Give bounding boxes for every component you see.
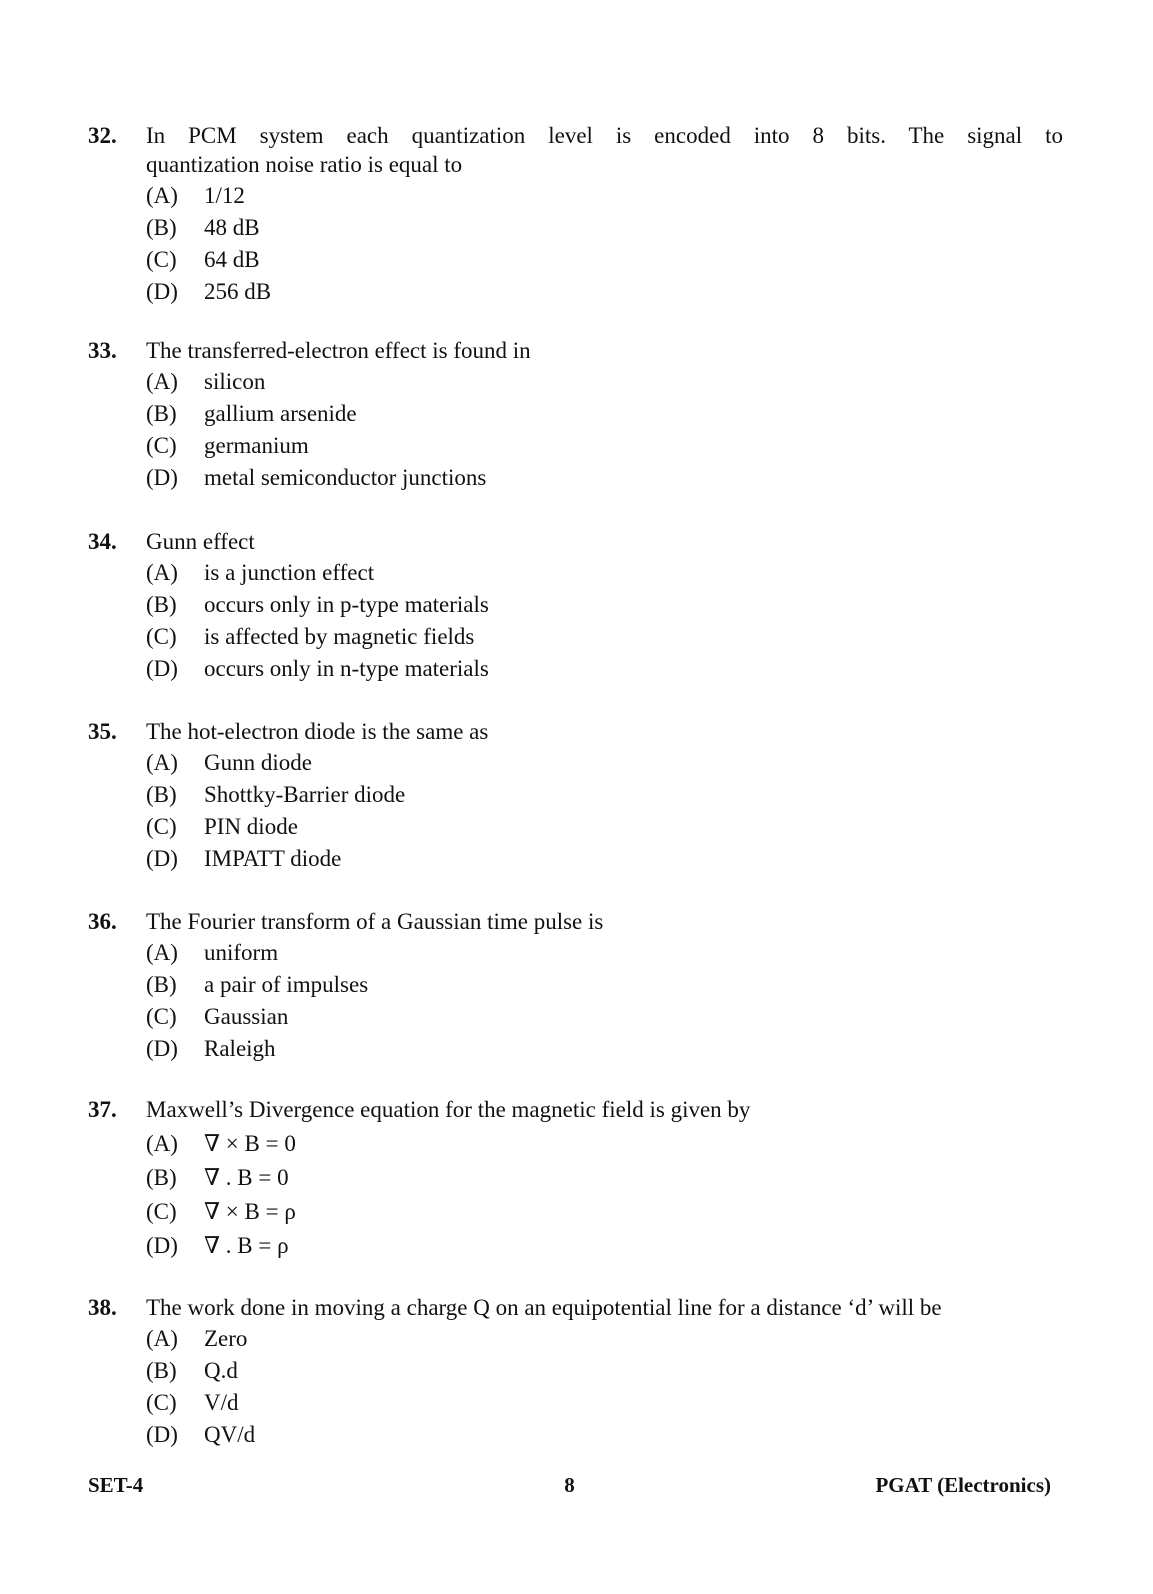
question-text-line-1: In PCM system each quantization level is encoded into 8 bits. The signal to <box>146 123 1063 148</box>
option-d <box>146 653 1063 685</box>
option-text: is a junction effect <box>204 560 375 585</box>
option-letter: (B) <box>146 972 177 997</box>
option-text: 64 dB <box>204 247 260 272</box>
option-letter: (A) <box>146 1326 178 1351</box>
option-letter: (B) <box>146 1358 177 1383</box>
option-text: Gaussian <box>204 1004 289 1029</box>
question-text: The transferred-electron effect is found in <box>146 338 531 363</box>
question-37 <box>88 1095 1063 1263</box>
option-c <box>146 1387 1063 1419</box>
option-a <box>146 937 1063 969</box>
option-text: Gunn diode <box>204 750 312 775</box>
question-34 <box>88 527 1063 685</box>
option-letter: (D) <box>146 1036 178 1061</box>
option-letter: (C) <box>146 433 177 458</box>
option-a <box>146 366 1063 398</box>
options-list <box>146 366 1063 494</box>
option-c <box>146 621 1063 653</box>
question-text: The hot-electron diode is the same as <box>146 719 489 744</box>
option-text: V/d <box>204 1390 239 1415</box>
options-list <box>146 557 1063 685</box>
footer-page-number: 8 <box>564 1473 575 1497</box>
option-c <box>146 430 1063 462</box>
question-number: 36. <box>88 909 117 934</box>
option-letter: (C) <box>146 814 177 839</box>
option-text: IMPATT diode <box>204 846 342 871</box>
option-b <box>146 398 1063 430</box>
option-text: ∇ × B = 0 <box>204 1131 296 1156</box>
question-38 <box>88 1293 1063 1451</box>
footer-subject: PGAT (Electronics) <box>875 1473 1051 1497</box>
option-d <box>146 1419 1063 1451</box>
option-letter: (D) <box>146 1422 178 1447</box>
footer-set: SET-4 <box>88 1473 144 1497</box>
option-text: silicon <box>204 369 266 394</box>
option-letter: (B) <box>146 1165 177 1190</box>
options-list <box>146 1127 1063 1263</box>
option-text: germanium <box>204 433 309 458</box>
option-text: ∇ . B = 0 <box>204 1165 289 1190</box>
option-text: a pair of impulses <box>204 972 369 997</box>
option-text: uniform <box>204 940 279 965</box>
option-a <box>146 180 1063 212</box>
option-c <box>146 1195 1063 1229</box>
option-letter: (D) <box>146 465 178 490</box>
option-letter: (B) <box>146 592 177 617</box>
option-b <box>146 589 1063 621</box>
question-number: 34. <box>88 529 117 554</box>
question-32 <box>88 121 1063 308</box>
question-33 <box>88 336 1063 494</box>
option-letter: (B) <box>146 401 177 426</box>
option-b <box>146 1355 1063 1387</box>
option-b <box>146 779 1063 811</box>
option-letter: (C) <box>146 1004 177 1029</box>
option-d <box>146 843 1063 875</box>
option-d <box>146 1033 1063 1065</box>
question-text <box>146 121 1063 179</box>
question-number: 37. <box>88 1097 117 1122</box>
question-text-line-2: quantization noise ratio is equal to <box>146 152 463 177</box>
question-number: 33. <box>88 338 117 363</box>
option-c <box>146 244 1063 276</box>
option-d <box>146 276 1063 308</box>
option-letter: (C) <box>146 1390 177 1415</box>
option-b <box>146 969 1063 1001</box>
option-text: 1/12 <box>204 183 245 208</box>
option-text: metal semiconductor junctions <box>204 465 487 490</box>
question-number: 38. <box>88 1295 117 1320</box>
question-text: Maxwell’s Divergence equation for the magnetic field is given by <box>146 1097 751 1122</box>
question-number: 35. <box>88 719 117 744</box>
option-c <box>146 1001 1063 1033</box>
options-list <box>146 937 1063 1065</box>
option-text: QV/d <box>204 1422 256 1447</box>
option-letter: (A) <box>146 183 178 208</box>
option-text: ∇ . B = ρ <box>204 1233 289 1258</box>
option-letter: (C) <box>146 247 177 272</box>
question-number: 32. <box>88 123 117 148</box>
option-a <box>146 557 1063 589</box>
option-letter: (A) <box>146 750 178 775</box>
option-letter: (B) <box>146 215 177 240</box>
option-a <box>146 1127 1063 1161</box>
option-c <box>146 811 1063 843</box>
option-text: gallium arsenide <box>204 401 357 426</box>
option-d <box>146 462 1063 494</box>
options-list <box>146 180 1063 308</box>
option-d <box>146 1229 1063 1263</box>
option-text: Raleigh <box>204 1036 276 1061</box>
option-text: 256 dB <box>204 279 272 304</box>
options-list <box>146 747 1063 875</box>
option-letter: (A) <box>146 1131 178 1156</box>
option-text: is affected by magnetic fields <box>204 624 475 649</box>
option-a <box>146 747 1063 779</box>
option-text: Shottky-Barrier diode <box>204 782 406 807</box>
option-text: occurs only in n-type materials <box>204 656 489 681</box>
option-text: 48 dB <box>204 215 260 240</box>
option-letter: (D) <box>146 846 178 871</box>
option-letter: (A) <box>146 369 178 394</box>
option-letter: (A) <box>146 940 178 965</box>
options-list <box>146 1323 1063 1451</box>
option-letter: (C) <box>146 624 177 649</box>
option-letter: (C) <box>146 1199 177 1224</box>
option-b <box>146 212 1063 244</box>
question-35 <box>88 717 1063 875</box>
question-text: The work done in moving a charge Q on an equipotential line for a distance ‘d’ will be <box>146 1295 942 1320</box>
option-a <box>146 1323 1063 1355</box>
option-letter: (D) <box>146 279 178 304</box>
option-text: PIN diode <box>204 814 298 839</box>
option-text: ∇ × B = ρ <box>204 1199 296 1224</box>
option-text: Q.d <box>204 1358 238 1383</box>
option-letter: (D) <box>146 1233 178 1258</box>
option-letter: (B) <box>146 782 177 807</box>
option-letter: (D) <box>146 656 178 681</box>
question-text: The Fourier transform of a Gaussian time pulse is <box>146 909 604 934</box>
option-b <box>146 1161 1063 1195</box>
option-text: occurs only in p-type materials <box>204 592 489 617</box>
option-text: Zero <box>204 1326 248 1351</box>
question-36 <box>88 907 1063 1065</box>
question-text: Gunn effect <box>146 529 255 554</box>
option-letter: (A) <box>146 560 178 585</box>
